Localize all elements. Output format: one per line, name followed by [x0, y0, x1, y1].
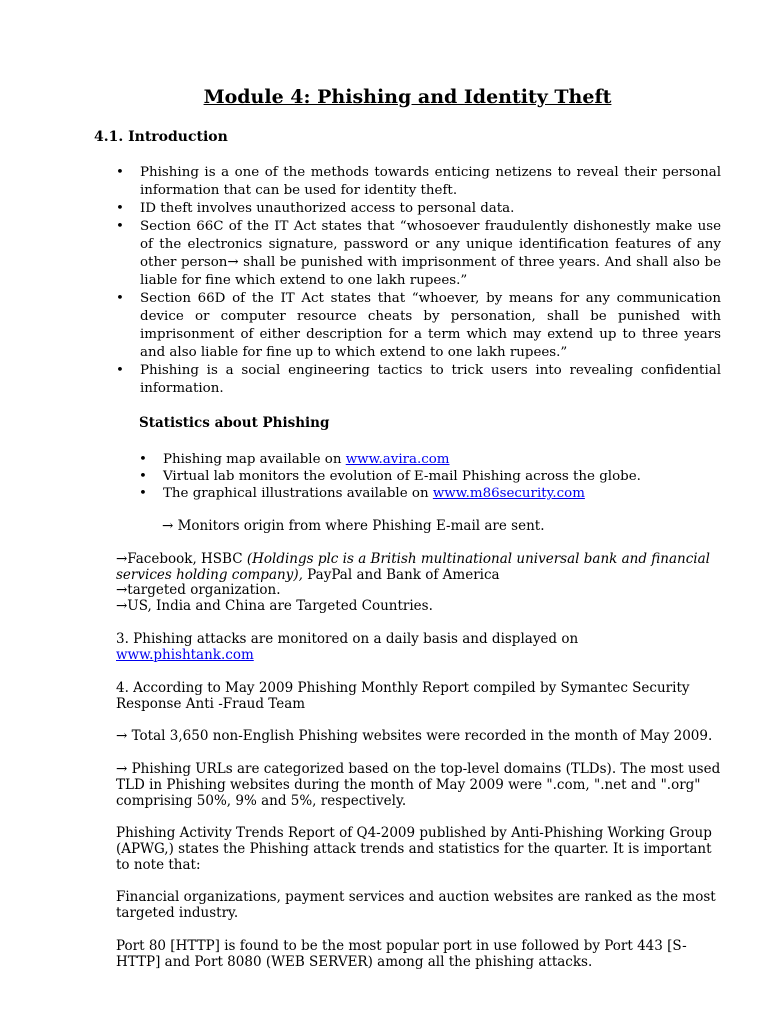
point-4-paragraph: 4. According to May 2009 Phishing Monthly Report compiled by Symantec Security Response Anti -Fraud Team [116, 680, 690, 712]
bullet-icon: • [116, 363, 124, 378]
bullet-icon: • [116, 219, 124, 234]
intro-heading: 4.1. Introduction [94, 129, 228, 145]
bullet-text: Phishing is a one of the methods towards enticing netizens to reveal their personal information that can be used for identity theft. [140, 165, 721, 198]
port-paragraph: Port 80 [HTTP] is found to be the most popular port in use followed by Port 443 [S-HTTP] and Port 8080 (WEB SERVER) among all the phishing attacks. [116, 938, 687, 970]
targets-line-3: →US, India and China are Targeted Countries. [116, 597, 433, 614]
list-item [139, 451, 641, 468]
page-title: Module 4: Phishing and Identity Theft [203, 86, 612, 108]
total-line: → Total 3,650 non-English Phishing websites were recorded in the month of May 2009. [116, 728, 713, 744]
targets-prefix: →Facebook, HSBC [116, 551, 247, 567]
stats-item-text: The graphical illustrations available on [163, 486, 433, 501]
bullet-icon: • [139, 452, 147, 467]
bullet-icon: • [116, 165, 124, 180]
list-item [116, 290, 721, 362]
stats-list [139, 451, 641, 502]
apwg-paragraph: Phishing Activity Trends Report of Q4-2009 published by Anti-Phishing Working Group (APWG,) states the Phishing attack trends and statistics for the quarter. It is important to note that: [116, 825, 712, 873]
list-item [116, 362, 721, 398]
bullet-icon: • [139, 469, 147, 484]
bullet-text: Section 66C of the IT Act states that “whosoever fraudulently dishonestly make use of the electronics signature, password or any unique identification features of any other person→ shall be punished with imprisonment of three years. And shall also be liable for fine which extend to one lakh rupees.” [140, 219, 721, 288]
stats-item-text: Phishing map available on [163, 452, 346, 467]
intro-bullet-list [116, 164, 721, 398]
targets-paragraph [116, 552, 728, 614]
avira-link[interactable]: www.avira.com [345, 452, 450, 467]
targets-italic: (Holdings plc is a British multinational universal bank and financial services holding company), [116, 551, 710, 583]
list-item [116, 218, 721, 290]
list-item [139, 468, 641, 485]
bullet-icon: • [116, 291, 124, 306]
list-item [116, 164, 721, 200]
point-3-paragraph [116, 631, 728, 663]
monitors-line: → Monitors origin from where Phishing E-mail are sent. [162, 518, 545, 534]
list-item [116, 200, 721, 218]
stats-heading: Statistics about Phishing [139, 415, 330, 431]
bullet-icon: • [139, 486, 147, 501]
point-3-text: 3. Phishing attacks are monitored on a daily basis and displayed on [116, 631, 579, 647]
bullet-icon: • [116, 201, 124, 216]
bullet-text: Section 66D of the IT Act states that “whoever, by means for any communication device or computer resource cheats by personation, shall be punished with imprisonment of either description for a term which may extend up to three years and also liable for fine up to which extend to one lakh rupees.” [140, 291, 721, 360]
phishtank-link[interactable]: www.phishtank.com [116, 647, 254, 663]
targets-line-1 [116, 552, 728, 583]
bullet-text: Phishing is a social engineering tactics to trick users into revealing confidential information. [140, 363, 721, 396]
urls-paragraph: → Phishing URLs are categorized based on the top-level domains (TLDs). The most used TLD in Phishing websites during the month of May 2009 were ".com, ".net and ".org" comprising 50%, 9% and 5%, respectively. [116, 761, 721, 809]
stats-item-text: Virtual lab monitors the evolution of E-mail Phishing across the globe. [163, 469, 641, 484]
targets-line-2: →targeted organization. [116, 582, 281, 598]
list-item [139, 485, 641, 502]
m86security-link[interactable]: www.m86security.com [432, 486, 585, 501]
bullet-text: ID theft involves unauthorized access to personal data. [140, 201, 515, 216]
financial-paragraph: Financial organizations, payment services and auction websites are ranked as the most targeted industry. [116, 889, 716, 921]
targets-suffix: PayPal and Bank of America [302, 566, 500, 583]
